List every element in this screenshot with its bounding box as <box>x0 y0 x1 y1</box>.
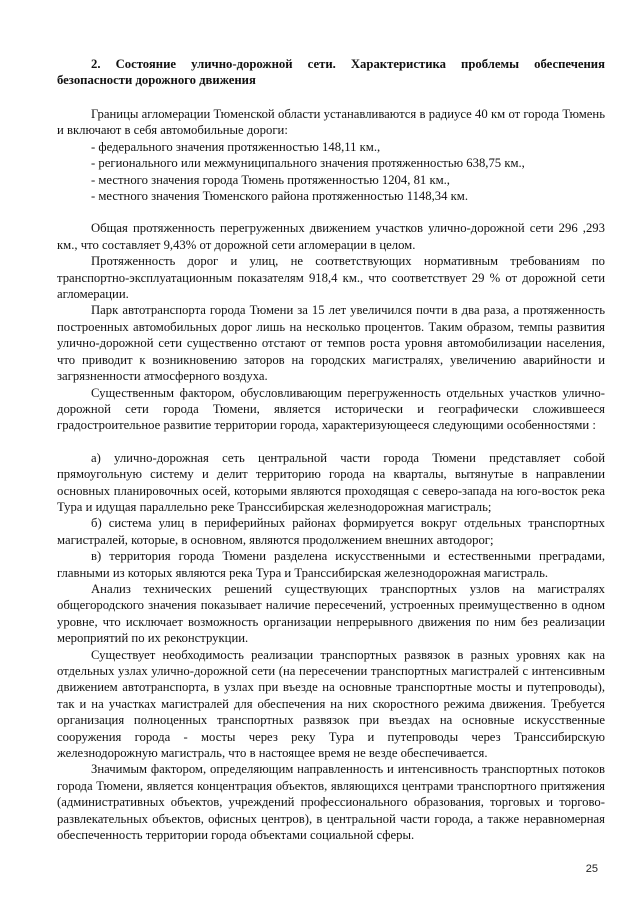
document-page <box>57 56 605 843</box>
paragraph: в) территория города Тюмени разделена искусственными и естественными преградами, главными из которых являются река Тура и Транссибирская железнодорожная магистраль. <box>57 549 605 580</box>
paragraph-intro: Границы агломерации Тюменской области устанавливаются в радиусе 40 км от города Тюмень и включают в себя автомобильные дороги: <box>57 107 605 138</box>
list-item: - местного значения города Тюмень протяженностью 1204, 81 км., <box>91 172 450 187</box>
paragraph: Существует необходимость реализации транспортных развязок в разных уровнях как на отдельных узлах улично-дорожной сети (на пересечении транспортных магистралей с интенсивным движением автотранспорта, в узлах при въезде на основные транспортные мосты и путепроводы), так и на участках магистралей для обеспечения на них скоростного режима движения. Требуется организация полноценных транспортных развязок при въездах на основные искусственные сооружения города - мосты через реку Тура и путепроводы через Транссибирскую железнодорожную магистраль, что в настоящее время не везде обеспечивается. <box>57 647 605 761</box>
paragraph: Анализ технических решений существующих транспортных узлов на магистралях общегородского значения показывает наличие пересечений, устроенных преимущественно в одном уровне, что исключает возможность организации непрерывного движения по ним без реализации мероприятий по их реконструкции. <box>57 581 605 646</box>
paragraph: а) улично-дорожная сеть центральной части города Тюмени представляет собой прямоугольную систему и делит территорию города на кварталы, вытянутые в направлении основных планировочных осей, которыми являются проходящая с северо-запада на юго-восток река Тура и идущая параллельно реке Транссибирская железнодорожная магистраль; <box>57 450 605 514</box>
paragraph: Общая протяженность перегруженных движением участков улично-дорожной сети 296 ,293 км., что составляет 9,43% от дорожной сети агломерации в целом. <box>57 221 605 252</box>
paragraph: Существенным фактором, обусловливающим перегруженность отдельных участков улично-дорожной сети города Тюмени, является исторически и географически сложившееся градостроительное развитие территории города, характеризующееся следующими особенностями : <box>57 385 605 433</box>
paragraph: Значимым фактором, определяющим направленность и интенсивность транспортных потоков города Тюмени, является концентрация объектов, являющихся центрами транспортного притяжения (административных объектов, учреждений профессионального образования, торговых и торгово-развлекательных объектов, офисных центров), в центральной части города, а также неравномерная обеспеченность территории города объектами социальной сферы. <box>57 762 605 843</box>
paragraph: б) система улиц в периферийных районах формируется вокруг отдельных транспортных магистралей, которые, в основном, являются продолжением внешних автодорог; <box>57 516 605 547</box>
list-item: - регионального или межмуниципального значения протяженностью 638,75 км., <box>91 156 525 171</box>
list-item: - федерального значения протяженностью 148,11 км., <box>91 139 381 154</box>
section-heading: 2. Состояние улично-дорожной сети. Характеристика проблемы обеспечения безопасности дорожного движения <box>57 57 605 87</box>
paragraph: Протяженность дорог и улиц, не соответствующих нормативным требованиям по транспортно-эксплуатационным показателям 918,4 км., что соответствует 29 % от дорожной сети агломерации. <box>57 254 605 302</box>
page-number: 25 <box>585 863 598 875</box>
paragraph-gap <box>57 434 605 450</box>
paragraph-gap <box>57 204 605 220</box>
roads-list <box>57 139 605 205</box>
list-item: - местного значения Тюменского района протяженностью 1148,34 км. <box>91 189 468 204</box>
paragraph: Парк автотранспорта города Тюмени за 15 лет увеличился почти в два раза, а протяженность построенных автомобильных дорог лишь на несколько процентов. Таким образом, темпы развития улично-дорожной сети существенно отстают от темпов роста уровня автомобилизации населения, что приводит к возникновению заторов на городских магистралях, увеличению аварийности и загрязненности атмосферного воздуха. <box>57 303 605 384</box>
